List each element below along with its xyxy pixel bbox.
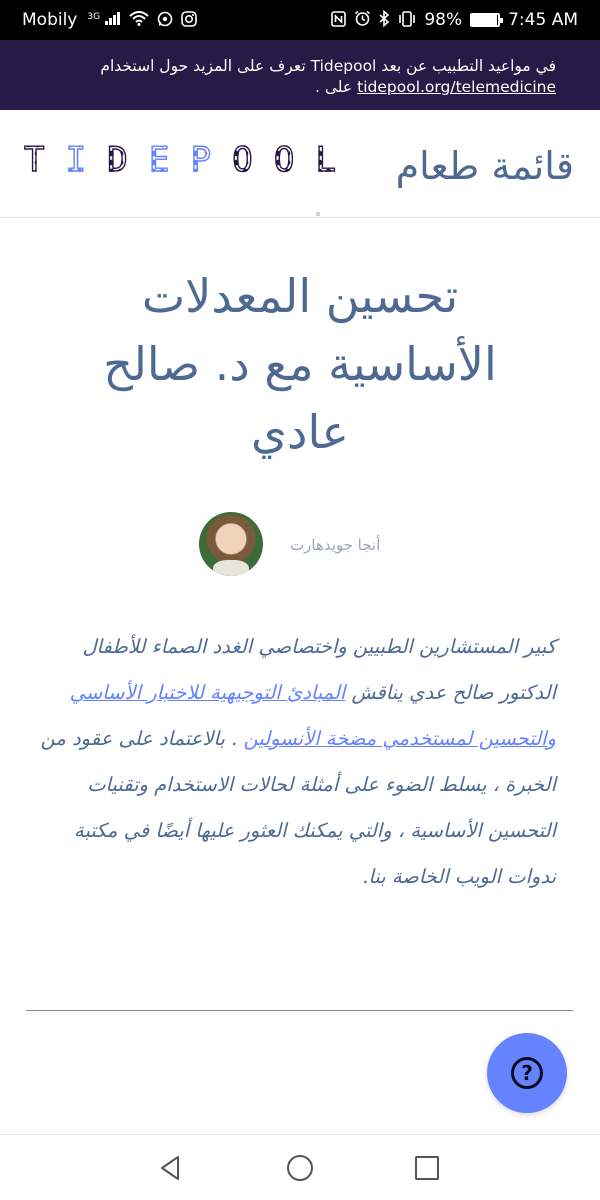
banner-text-middle: تعرف على المزيد حول استخدام xyxy=(100,57,311,75)
logo-letter: O xyxy=(273,140,295,180)
battery-icon xyxy=(470,13,500,27)
article-title: تحسين المعدلات الأساسية مع د. صالح عادي xyxy=(103,269,497,459)
status-left xyxy=(22,10,197,30)
system-nav-bar xyxy=(0,1134,600,1200)
author-byline xyxy=(0,512,600,578)
home-circle-icon xyxy=(285,1153,315,1183)
nfc-icon xyxy=(331,11,346,30)
recent-apps-button[interactable] xyxy=(412,1153,442,1183)
wifi-icon xyxy=(129,11,149,29)
site-header xyxy=(0,110,600,218)
logo-letter: D xyxy=(107,140,128,180)
article-body xyxy=(28,624,576,900)
alarm-icon xyxy=(354,10,371,30)
author-avatar xyxy=(199,512,263,576)
telemedicine-link[interactable]: tidepool.org/telemedicine xyxy=(357,78,556,96)
question-icon: ? xyxy=(511,1057,543,1089)
signal-icon xyxy=(85,12,120,28)
logo-letter: P xyxy=(190,140,212,180)
menu-button[interactable]: قائمة طعام xyxy=(395,144,574,188)
network-type: 3G xyxy=(87,12,101,22)
section-divider xyxy=(26,1010,573,1011)
back-triangle-icon xyxy=(156,1153,186,1183)
clock-time: 7:45 AM xyxy=(508,10,578,30)
instagram-icon xyxy=(181,11,197,30)
home-button[interactable] xyxy=(285,1153,315,1183)
announcement-banner xyxy=(0,40,600,110)
logo-letter: L xyxy=(315,140,336,180)
guidelines-link[interactable]: المبادئ التوجيهية للاختبار الأساسي والتحسين لمستخدمي مضخة الأنسولين xyxy=(69,681,556,750)
logo-letter: E xyxy=(148,140,170,180)
divider-mark xyxy=(316,212,320,216)
author-name: أنجا جويدهارت xyxy=(290,536,381,554)
body-continuation: . بالاعتماد على عقود من الخبرة ، يسلط الضوء على أمثلة لحالات الاستخدام وتقنيات التحسين الأساسية ، والتي يمكنك العثور عليها أيضًا في مكتبة ندوات الويب الخاصة بنا. xyxy=(40,727,556,888)
logo-letter: T xyxy=(24,140,45,180)
body-intro: كبير المستشارين الطبيين واختصاصي الغدد الصماء للأطفال الدكتور صالح عدي يناقش xyxy=(82,635,556,704)
logo-letter: I xyxy=(65,140,87,180)
recent-square-icon xyxy=(412,1153,442,1183)
help-button[interactable] xyxy=(487,1033,567,1113)
battery-percent: 98% xyxy=(424,10,463,30)
logo-letter: O xyxy=(232,140,253,180)
status-bar xyxy=(0,0,600,40)
status-right xyxy=(331,10,578,30)
banner-text-after: على . xyxy=(315,78,358,96)
bluetooth-icon xyxy=(379,10,390,30)
back-button[interactable] xyxy=(156,1153,186,1183)
logo-wordmark xyxy=(24,140,336,180)
carrier-name: Mobily xyxy=(22,10,78,30)
whatsapp-icon xyxy=(157,11,173,30)
banner-text-before: في مواعيد التطبيب عن بعد xyxy=(376,57,556,75)
tidepool-logo[interactable] xyxy=(24,140,336,180)
banner-brand: Tidepool xyxy=(310,57,377,75)
vibrate-icon xyxy=(398,11,416,30)
